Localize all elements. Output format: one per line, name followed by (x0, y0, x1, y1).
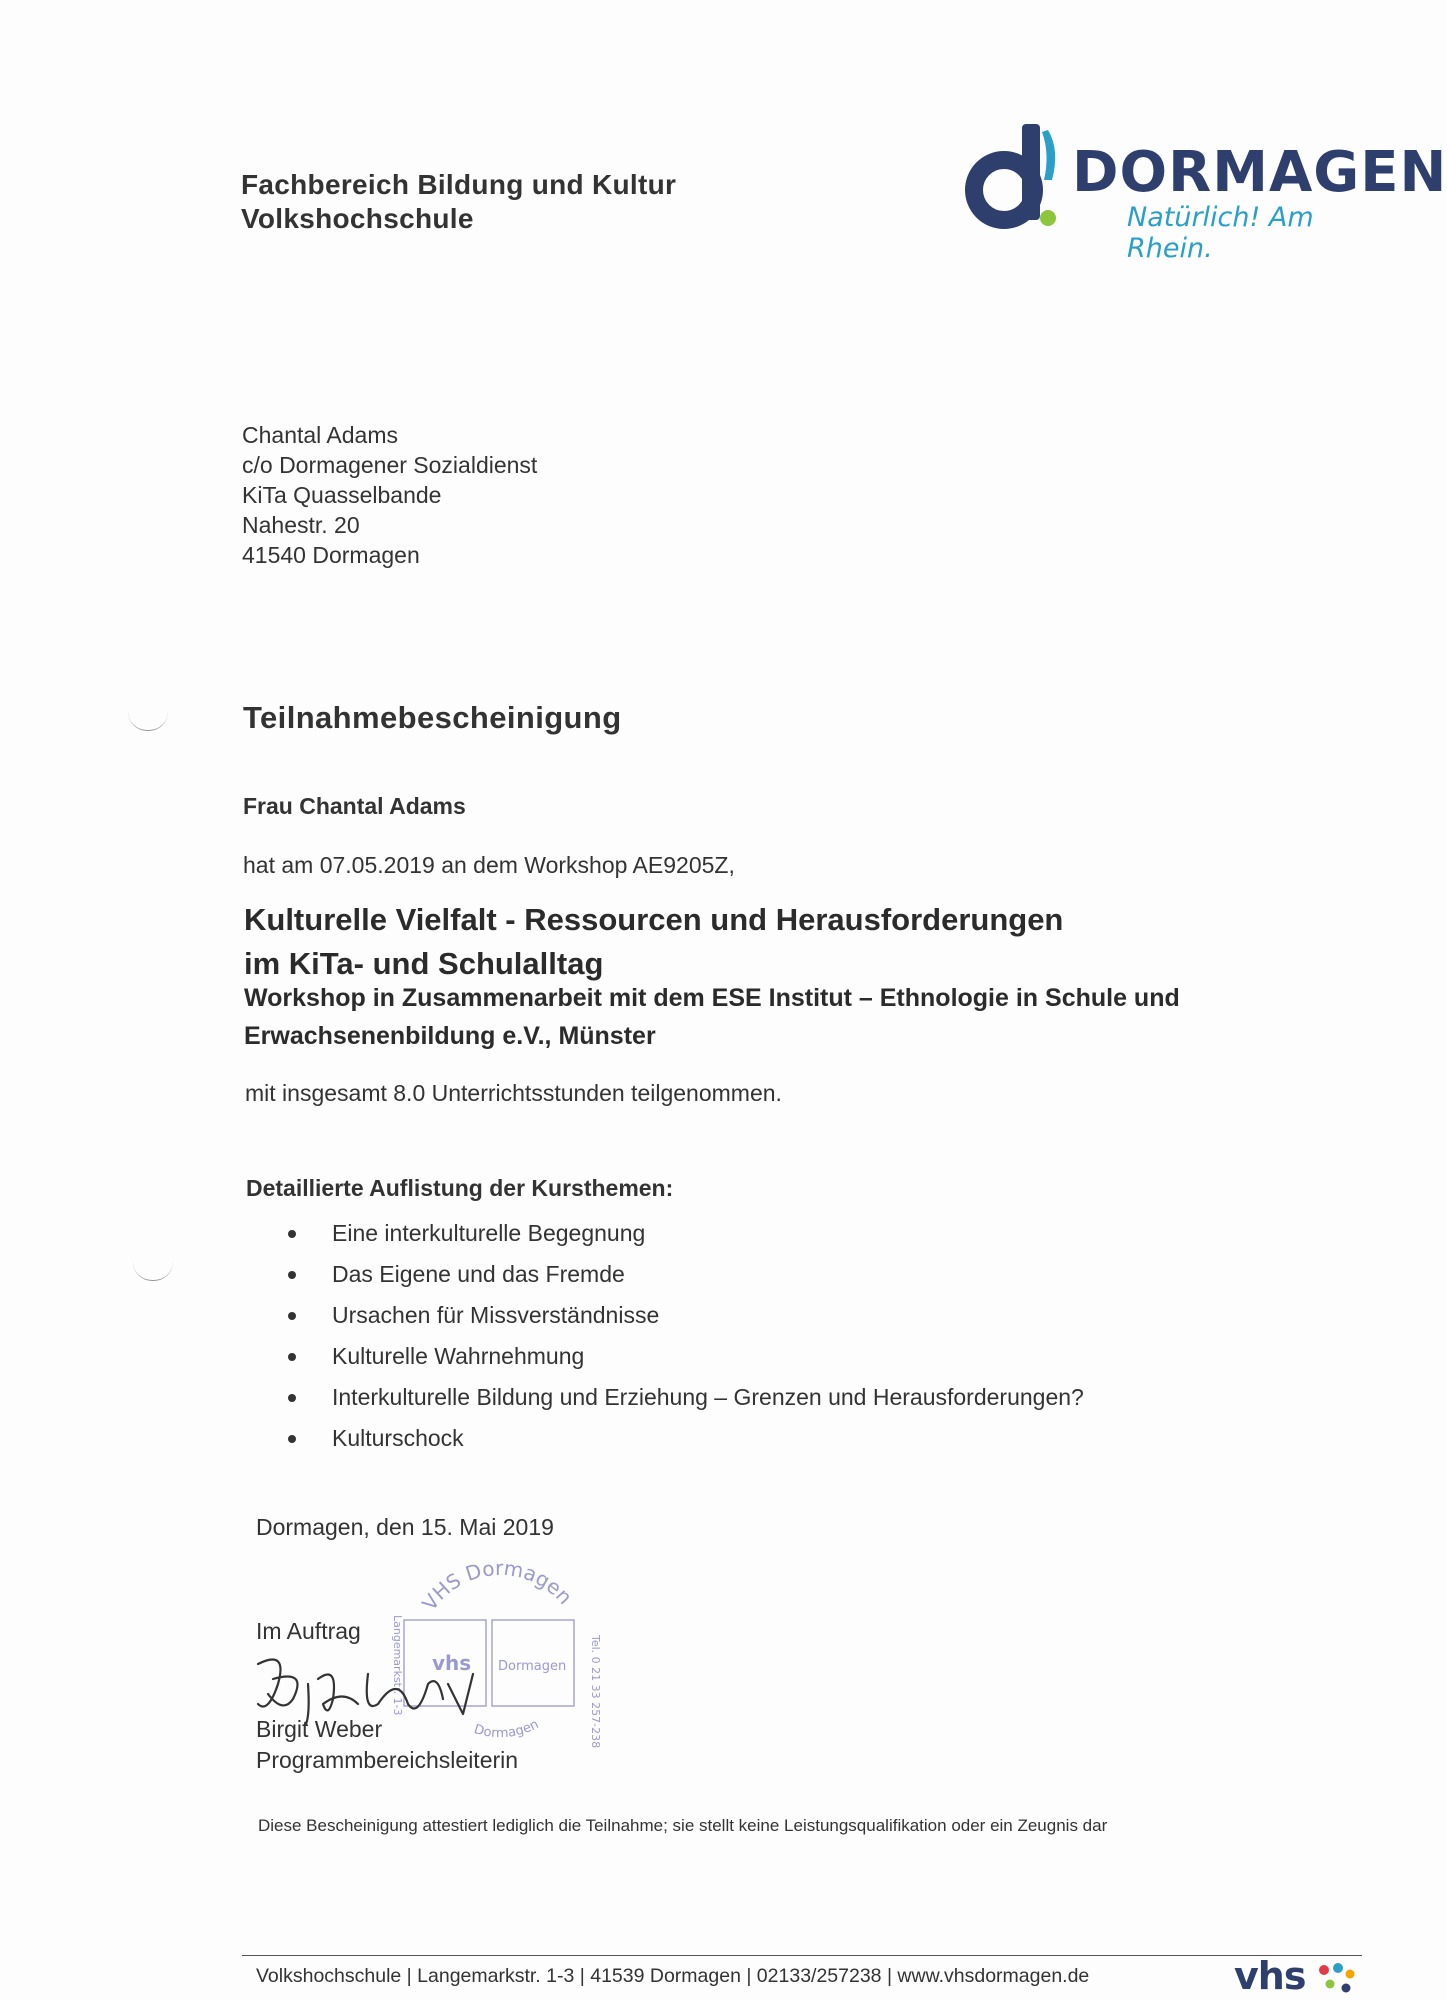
dormagen-logo-mark-icon (960, 120, 1070, 240)
disclaimer-text: Diese Bescheinigung attestiert lediglich die Teilnahme; sie stellt keine Leistungsqualifikation oder ein Zeugnis dar (258, 1816, 1108, 1835)
list-item (288, 1341, 1084, 1382)
logo-wordmark: DORMAGEN (1072, 140, 1447, 205)
address-street: Nahestr. 20 (242, 512, 360, 538)
bullet-icon (288, 1271, 296, 1279)
vhs-logo: vhs (1234, 1954, 1306, 1998)
department-line-2: Volkshochschule (241, 203, 474, 234)
on-behalf-label: Im Auftrag (256, 1618, 361, 1644)
stamp-bottom-text: Dormagen (472, 1716, 542, 1742)
topics-list (288, 1218, 1084, 1464)
address-block (242, 420, 537, 570)
logo-slogan: Natürlich! Am Rhein. (1127, 202, 1314, 264)
stamp-left-text: Langemarkstr. 1-3 (391, 1615, 404, 1716)
course-title-line-2: im KiTa- und Schulalltag (244, 946, 604, 981)
bullet-icon (288, 1312, 296, 1320)
footer-divider (242, 1955, 1362, 1956)
topic-label: Das Eigene und das Fremde (332, 1261, 625, 1287)
topic-label: Eine interkulturelle Begegnung (332, 1220, 646, 1246)
list-item (288, 1382, 1084, 1423)
topics-heading: Detaillierte Auflistung der Kursthemen: (246, 1175, 674, 1201)
stamp-top-text: VHS Dormagen (417, 1555, 578, 1616)
hours-text: mit insgesamt 8.0 Unterrichtsstunden teilgenommen. (245, 1080, 782, 1106)
signer-name: Birgit Weber (256, 1716, 383, 1742)
department-line-1: Fachbereich Bildung und Kultur (241, 169, 677, 200)
stamp-box-2-text: Dormagen (498, 1659, 567, 1674)
course-subtitle-line-1: Workshop in Zusammenarbeit mit dem ESE Institut – Ethnologie in Schule und (244, 984, 1180, 1012)
stamp-box-1-text: vhs (432, 1651, 472, 1675)
place-date: Dormagen, den 15. Mai 2019 (256, 1514, 554, 1540)
vhs-logo-dots-icon (1316, 1962, 1356, 1998)
list-item (288, 1218, 1084, 1259)
punch-hole-mark (133, 1262, 173, 1281)
list-item (288, 1300, 1084, 1341)
dormagen-logo (960, 120, 1447, 264)
address-city: 41540 Dormagen (242, 542, 420, 568)
document-title: Teilnahmebescheinigung (243, 700, 622, 735)
address-line-2: c/o Dormagener Sozialdienst (242, 452, 538, 478)
course-title-line-1: Kulturelle Vielfalt - Ressourcen und Herausforderungen (244, 902, 1064, 937)
bullet-icon (288, 1394, 296, 1402)
signer-block (256, 1714, 518, 1776)
bullet-icon (288, 1435, 296, 1443)
bullet-icon (288, 1353, 296, 1361)
topic-label: Kulturschock (332, 1425, 464, 1451)
recipient-name: Frau Chantal Adams (243, 793, 466, 819)
intro-text: hat am 07.05.2019 an dem Workshop AE9205Z, (243, 852, 735, 878)
address-line-3: KiTa Quasselbande (242, 482, 442, 508)
department-header (241, 168, 676, 236)
signer-role: Programmbereichsleiterin (256, 1747, 519, 1773)
bullet-icon (288, 1230, 296, 1238)
stamp-right-text: Tel. 0 21 33 257-238 (589, 1635, 602, 1749)
course-subtitle (244, 979, 1180, 1055)
punch-hole-mark (128, 712, 168, 731)
topic-label: Interkulturelle Bildung und Erziehung – Grenzen und Herausforderungen? (332, 1384, 1084, 1410)
list-item (288, 1423, 1084, 1464)
list-item (288, 1259, 1084, 1300)
footer-contact: Volkshochschule | Langemarkstr. 1-3 | 41539 Dormagen | 02133/257238 | www.vhsdormagen.de (256, 1965, 1090, 1987)
course-subtitle-line-2: Erwachsenenbildung e.V., Münster (244, 1022, 656, 1050)
topic-label: Ursachen für Missverständnisse (332, 1302, 660, 1328)
address-name: Chantal Adams (242, 422, 398, 448)
topic-label: Kulturelle Wahrnehmung (332, 1343, 585, 1369)
course-title (244, 898, 1063, 986)
svg-text:VHS Dormagen (417, 1556, 577, 1615)
